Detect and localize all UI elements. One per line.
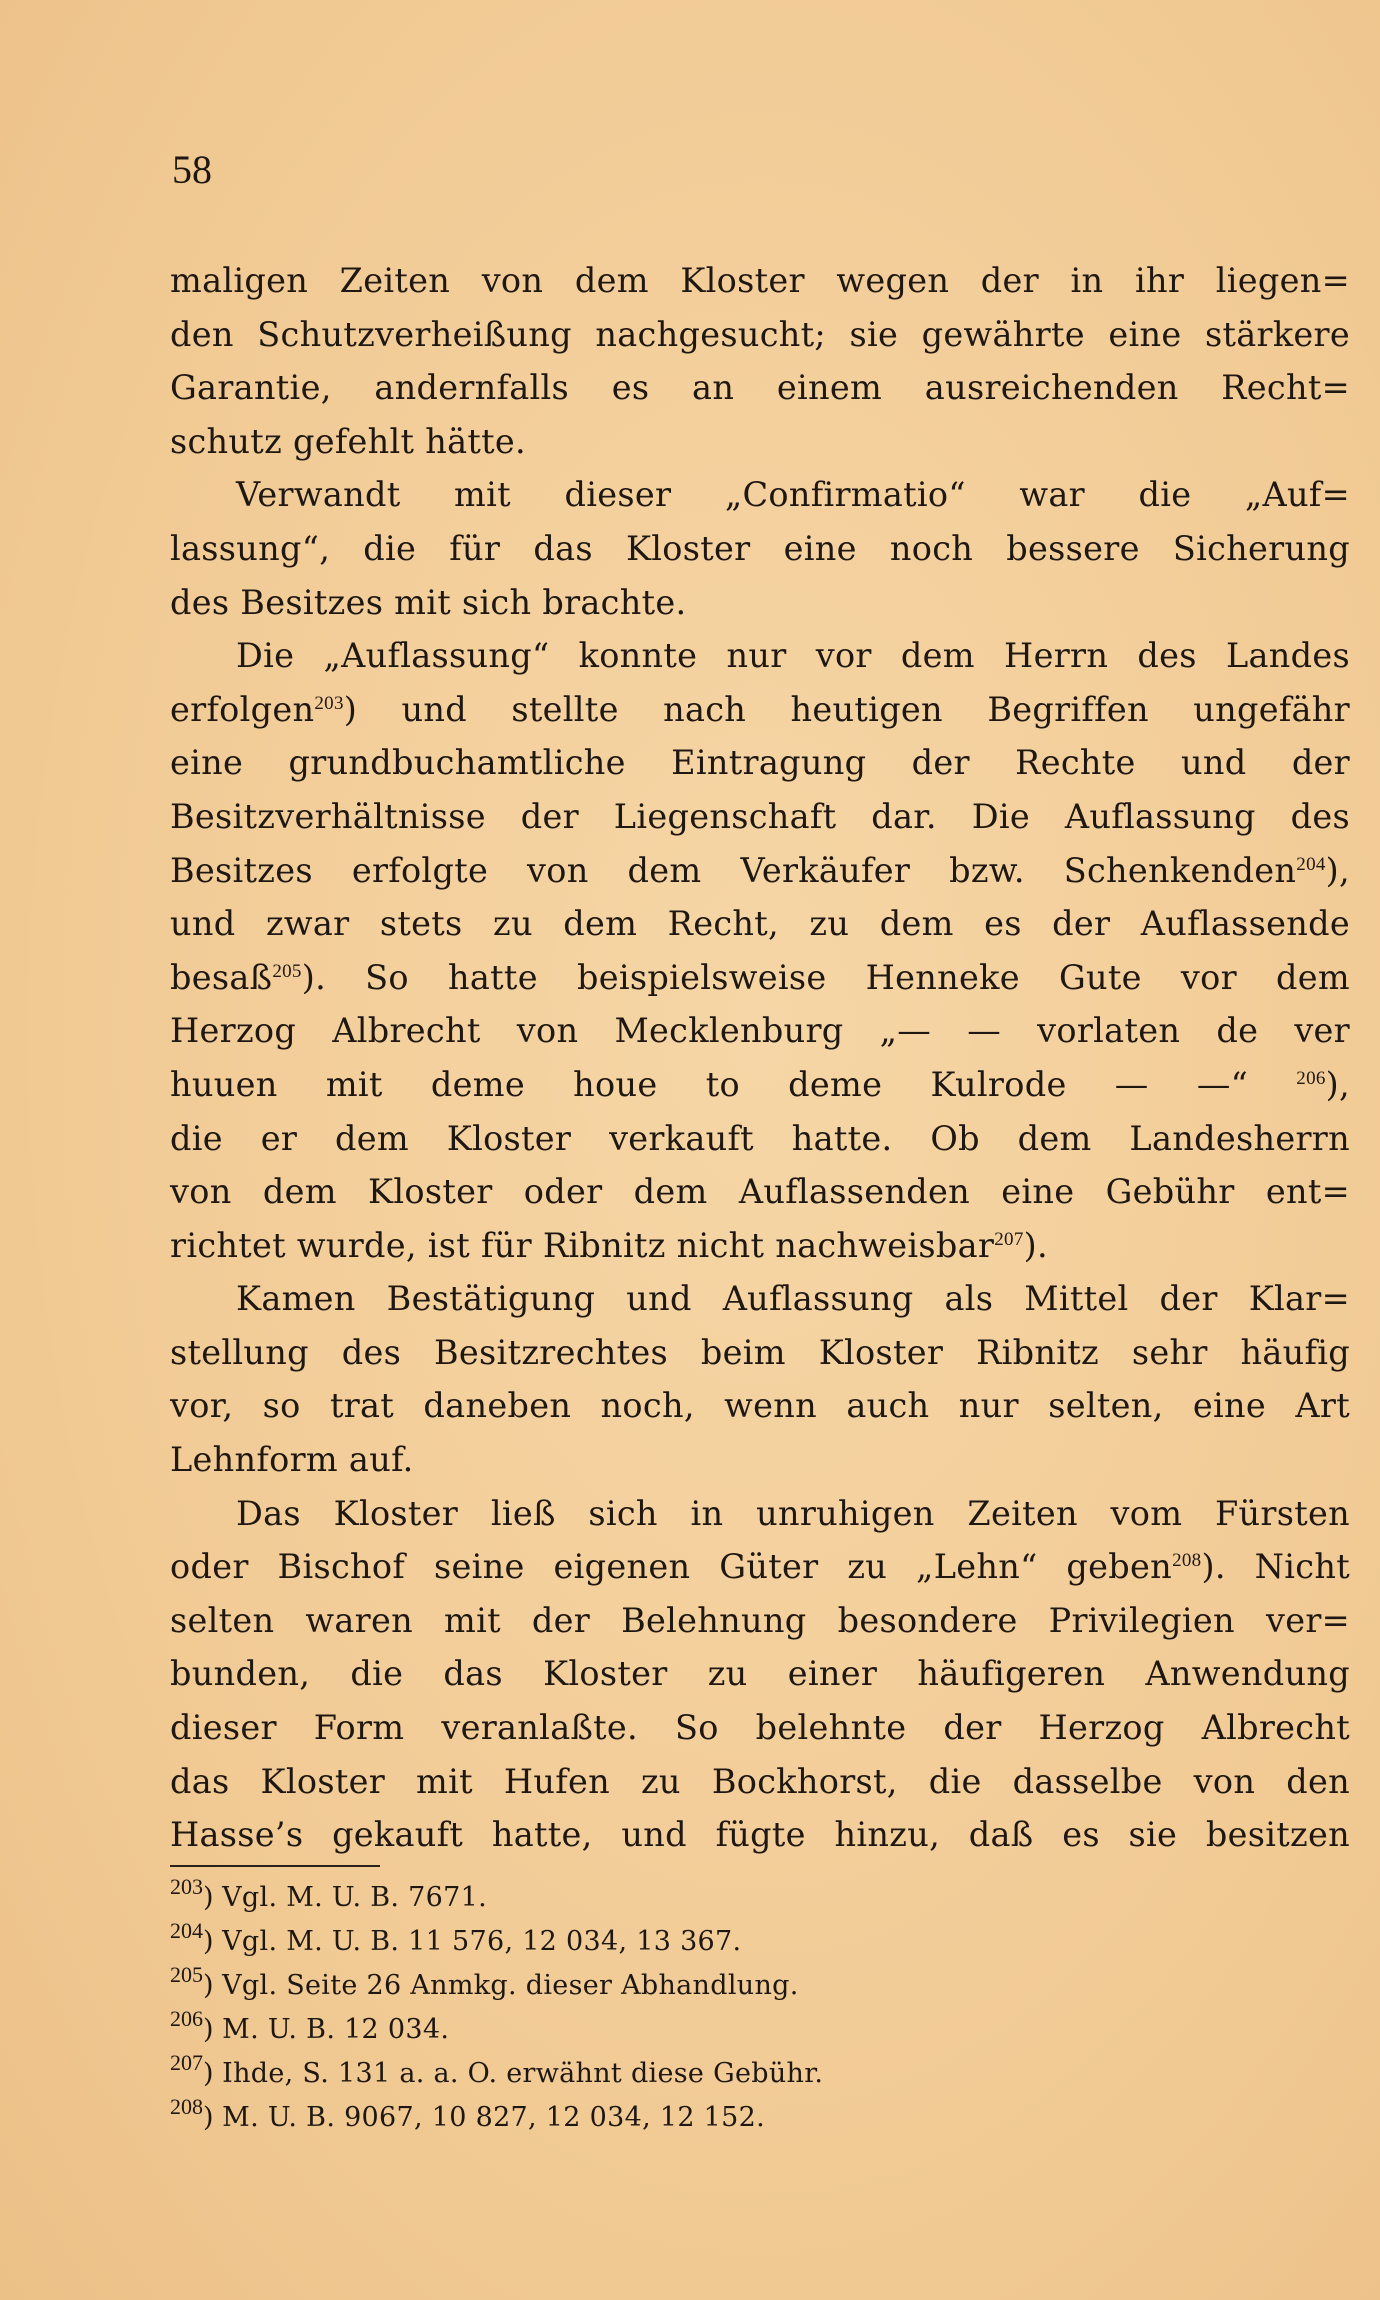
footnote-reference: 205 bbox=[272, 960, 302, 982]
text-line-tail: ) und stellte nach heutigen Begriffen ungefähr bbox=[343, 689, 1350, 729]
footnote-reference: 203 bbox=[314, 692, 344, 714]
text-line bbox=[170, 1540, 1350, 1594]
text-line-content: bunden, die das Kloster zu einer häufigeren Anwendung bbox=[170, 1654, 1350, 1694]
text-line-content: und zwar stets zu dem Recht, zu dem es der Auflassende bbox=[170, 904, 1350, 944]
footnote-reference: 208 bbox=[1172, 1550, 1202, 1572]
footnote-number: 203 bbox=[170, 1874, 203, 1899]
footnote-number: 208 bbox=[170, 2094, 203, 2119]
footnote bbox=[170, 1964, 1170, 2008]
text-line bbox=[170, 254, 1350, 308]
text-line bbox=[170, 1272, 1350, 1326]
footnote bbox=[170, 2096, 1170, 2140]
text-line-content: lassung“, die für das Kloster eine noch bessere Sicherung bbox=[170, 528, 1350, 568]
footnote bbox=[170, 1876, 1170, 1920]
text-line-content: Garantie, andernfalls es an einem ausreichenden Recht= bbox=[170, 368, 1350, 408]
text-line bbox=[170, 1594, 1350, 1648]
text-line-content: die er dem Kloster verkauft hatte. Ob dem Landesherrn bbox=[170, 1118, 1350, 1158]
footnote-text: Ihde, S. 131 a. a. O. erwähnt diese Gebühr. bbox=[222, 2058, 824, 2089]
text-line-content: Verwandt mit dieser „Confirmatio“ war die „Auf= bbox=[236, 475, 1350, 515]
footnote-text: Vgl. M. U. B. 7671. bbox=[222, 1882, 487, 1913]
text-line-content: eine grundbuchamtliche Eintragung der Rechte und der bbox=[170, 743, 1350, 783]
text-line-content: selten waren mit der Belehnung besondere Privilegien ver= bbox=[170, 1600, 1350, 1640]
footnote-text: M. U. B. 9067, 10 827, 12 034, 12 152. bbox=[222, 2102, 765, 2133]
text-line bbox=[170, 1326, 1350, 1380]
text-line bbox=[170, 1433, 1350, 1487]
footnote-text: Vgl. Seite 26 Anmkg. dieser Abhandlung. bbox=[222, 1970, 799, 2001]
text-line-content: oder Bischof seine eigenen Güter zu „Lehn“ geben bbox=[170, 1547, 1173, 1587]
text-line-tail: ). bbox=[1023, 1225, 1048, 1265]
text-line bbox=[170, 1701, 1350, 1755]
text-line-content: huuen mit deme houe to deme Kulrode — —“ bbox=[170, 1064, 1297, 1104]
footnote-number: 205 bbox=[170, 1962, 203, 1987]
footnote-text: M. U. B. 12 034. bbox=[222, 2014, 450, 2045]
text-line-content: das Kloster mit Hufen zu Bockhorst, die dasselbe von den bbox=[170, 1761, 1350, 1801]
text-line bbox=[170, 1379, 1350, 1433]
footnote-paren: ) bbox=[203, 2058, 223, 2089]
text-line bbox=[170, 1219, 1350, 1273]
text-line-content: Hasse’s gekauft hatte, und fügte hinzu, daß es sie besitzen bbox=[170, 1815, 1350, 1855]
page-number: 58 bbox=[172, 147, 212, 192]
footnote-reference: 207 bbox=[994, 1228, 1024, 1250]
text-line bbox=[170, 790, 1350, 844]
text-line-content: Kamen Bestätigung und Auflassung als Mittel der Klar= bbox=[236, 1279, 1350, 1319]
text-line bbox=[170, 844, 1350, 898]
text-line-content: des Besitzes mit sich brachte. bbox=[170, 582, 687, 622]
footnote-number: 206 bbox=[170, 2006, 203, 2031]
text-line bbox=[170, 361, 1350, 415]
text-line bbox=[170, 897, 1350, 951]
text-line-content: erfolgen bbox=[170, 689, 315, 729]
footnote bbox=[170, 2052, 1170, 2096]
footnote-paren: ) bbox=[203, 1882, 223, 1913]
text-line-content: Lehnform auf. bbox=[170, 1440, 414, 1480]
text-line bbox=[170, 308, 1350, 362]
text-line-content: Herzog Albrecht von Mecklenburg „— — vorlaten de ver bbox=[170, 1011, 1350, 1051]
footnote bbox=[170, 1920, 1170, 1964]
footnote-reference: 206 bbox=[1296, 1067, 1326, 1089]
text-line bbox=[170, 1112, 1350, 1166]
text-line-content: Das Kloster ließ sich in unruhigen Zeiten vom Fürsten bbox=[236, 1493, 1350, 1533]
text-line-content: stellung des Besitzrechtes beim Kloster Ribnitz sehr häufig bbox=[170, 1332, 1350, 1372]
text-line-tail: ). Nicht bbox=[1201, 1547, 1351, 1587]
text-line-content: vor, so trat daneben noch, wenn auch nur selten, eine Art bbox=[170, 1386, 1350, 1426]
text-line bbox=[170, 736, 1350, 790]
text-line bbox=[170, 1058, 1350, 1112]
footnote-reference: 204 bbox=[1296, 853, 1326, 875]
text-line-content: den Schutzverheißung nachgesucht; sie gewährte eine stärkere bbox=[170, 314, 1350, 354]
text-line-tail: ). So hatte beispielsweise Henneke Gute vor dem bbox=[301, 957, 1350, 997]
text-line bbox=[170, 522, 1350, 576]
footnote-paren: ) bbox=[203, 2102, 223, 2133]
text-line-content: von dem Kloster oder dem Auflassenden eine Gebühr ent= bbox=[170, 1172, 1350, 1212]
text-line-tail: ), bbox=[1325, 850, 1350, 890]
text-line bbox=[170, 1755, 1350, 1809]
footnote-number: 207 bbox=[170, 2050, 203, 2075]
text-line-content: besaß bbox=[170, 957, 273, 997]
text-line-content: richtet wurde, ist für Ribnitz nicht nachweisbar bbox=[170, 1225, 995, 1265]
text-line bbox=[170, 1004, 1350, 1058]
text-line bbox=[170, 576, 1350, 630]
text-line-content: Die „Auflassung“ konnte nur vor dem Herrn des Landes bbox=[236, 636, 1350, 676]
footnote-paren: ) bbox=[203, 2014, 223, 2045]
text-line bbox=[170, 468, 1350, 522]
text-line bbox=[170, 951, 1350, 1005]
footnote-paren: ) bbox=[203, 1970, 223, 2001]
text-line bbox=[170, 415, 1350, 469]
text-line bbox=[170, 1165, 1350, 1219]
text-line bbox=[170, 1487, 1350, 1541]
body-text bbox=[170, 254, 1350, 1862]
text-line-content: schutz gefehlt hätte. bbox=[170, 421, 527, 461]
footnote-paren: ) bbox=[203, 1926, 223, 1957]
text-line-tail: ), bbox=[1325, 1064, 1350, 1104]
text-line-content: dieser Form veranlaßte. So belehnte der Herzog Albrecht bbox=[170, 1708, 1350, 1748]
text-line bbox=[170, 1647, 1350, 1701]
text-line bbox=[170, 1808, 1350, 1862]
text-line bbox=[170, 629, 1350, 683]
text-line-content: Besitzverhältnisse der Liegenschaft dar. Die Auflassung des bbox=[170, 796, 1350, 836]
footnote-number: 204 bbox=[170, 1918, 203, 1943]
footnote bbox=[170, 2008, 1170, 2052]
text-line bbox=[170, 683, 1350, 737]
text-line-content: maligen Zeiten von dem Kloster wegen der in ihr liegen= bbox=[170, 261, 1350, 300]
footnotes bbox=[170, 1876, 1170, 2140]
footnote-text: Vgl. M. U. B. 11 576, 12 034, 13 367. bbox=[222, 1926, 742, 1957]
footnote-divider bbox=[170, 1865, 380, 1867]
text-line-content: Besitzes erfolgte von dem Verkäufer bzw. Schenkenden bbox=[170, 850, 1297, 890]
